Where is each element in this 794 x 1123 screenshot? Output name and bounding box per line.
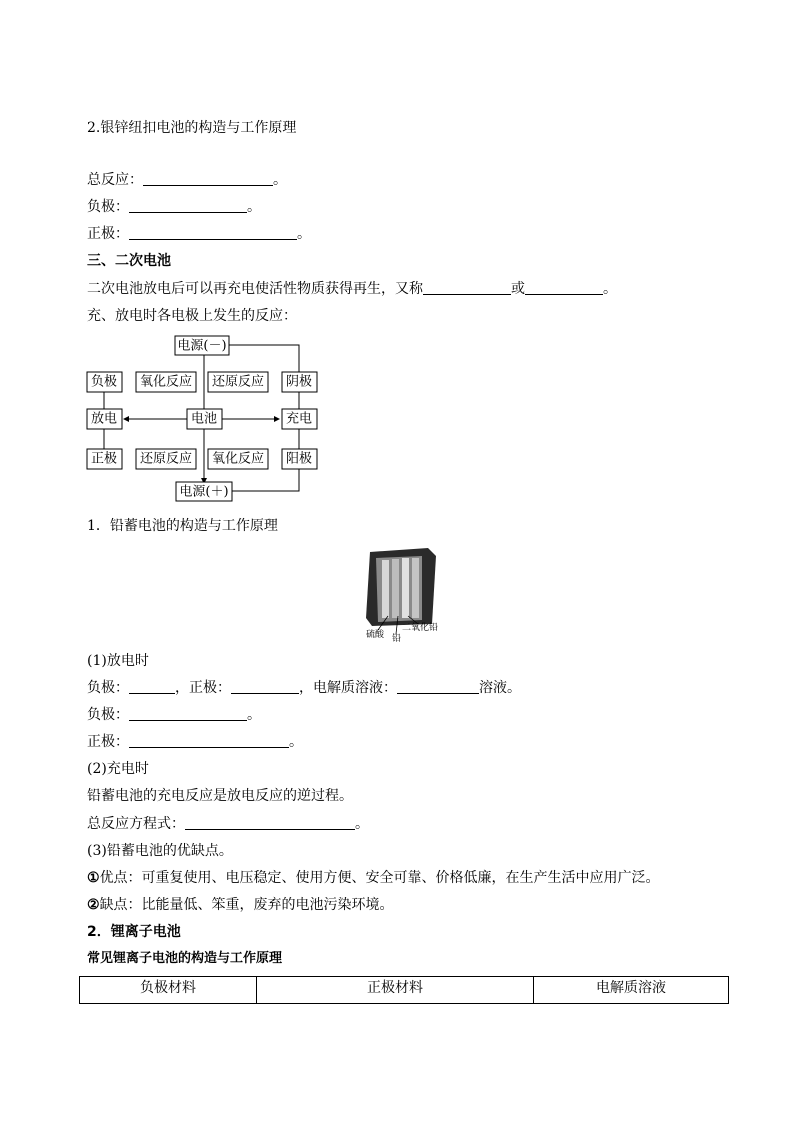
oxidation-right-label: 氧化反应 (211, 451, 265, 467)
pros-text: 优点：可重复使用、电压稳定、使用方便、安全可靠、价格低廉，在生产生活中应用广泛。 (99, 870, 660, 886)
electrode-reactions-line: 充、放电时各电极上发生的反应： (87, 308, 297, 324)
cathode-label: 阴极 (285, 374, 313, 390)
pos-electrode-label: 正极 (90, 451, 118, 467)
discharge-positive-eq (87, 733, 303, 751)
lithium-subtitle: 常见锂离子电池的构造与工作原理 (87, 951, 283, 966)
table-header-row (80, 977, 729, 1004)
neg-eq-blank[interactable] (129, 706, 247, 721)
header-negative-material: 负极材料 (80, 977, 257, 1004)
silver-negative-electrode (87, 198, 261, 216)
source-neg-label: 电源(－) (177, 338, 227, 354)
discharge-components (87, 679, 521, 697)
plate-2 (392, 559, 399, 618)
header-positive-material: 正极材料 (257, 977, 534, 1004)
total-equation (87, 815, 369, 833)
label-lead: 铅 (392, 634, 402, 642)
label-sulfuric-acid: 硫酸 (366, 630, 385, 640)
lead-battery-title: 1．铅蓄电池的构造与工作原理 (87, 518, 278, 534)
secondary-battery-heading: 三、二次电池 (87, 253, 171, 269)
silver-total-reaction (87, 171, 287, 189)
silver-positive-electrode (87, 225, 311, 243)
charge-label: 充电 (285, 411, 313, 427)
line-source-neg-to-cathode (229, 345, 299, 372)
header-electrolyte: 电解质溶液 (534, 977, 729, 1004)
line-anode-to-source-pos (232, 468, 299, 491)
neg-label: 负极： (87, 707, 129, 723)
silver-neg-blank[interactable] (129, 198, 247, 213)
label-lead-dioxide: 二氧化铅 (402, 623, 439, 633)
neg-material-blank[interactable] (129, 679, 175, 694)
charge-description: 铅蓄电池的充电反应是放电反应的逆过程。 (87, 788, 353, 804)
cons-marker: ② (87, 897, 100, 913)
plate-4 (412, 558, 419, 618)
lithium-title: 2．锂离子电池 (87, 924, 181, 940)
silver-pos-blank[interactable] (129, 225, 297, 240)
alias-blank-2[interactable] (525, 280, 603, 295)
period: 。 (247, 199, 261, 215)
cons-line (87, 896, 394, 914)
neg-label: 负极： (87, 680, 129, 696)
pros-marker: ① (87, 870, 100, 886)
reduction-right-label: 还原反应 (211, 374, 265, 390)
silver-zinc-title: 2.银锌纽扣电池的构造与工作原理 (87, 120, 297, 136)
oxidation-left-label: 氧化反应 (139, 374, 193, 390)
alias-blank-1[interactable] (423, 280, 511, 295)
period: 。 (603, 281, 617, 297)
pos-eq-blank[interactable] (129, 733, 289, 748)
silver-total-label: 总反应： (87, 172, 143, 188)
discharge-negative-eq (87, 706, 261, 724)
discharge-title: (1)放电时 (87, 653, 149, 669)
secondary-battery-intro (87, 280, 617, 298)
total-eq-blank[interactable] (185, 815, 355, 830)
electrolyte-label: ，电解质溶液： (299, 680, 397, 696)
intro-text: 二次电池放电后可以再充电使活性物质获得再生，又称 (87, 281, 423, 297)
solution-text: 溶液。 (479, 680, 521, 696)
discharge-label: 放电 (90, 411, 118, 427)
pos-label: ，正极： (175, 680, 231, 696)
charge-title: (2)充电时 (87, 761, 149, 777)
silver-neg-label: 负极： (87, 199, 129, 215)
intro-or: 或 (511, 281, 525, 297)
cons-text: 缺点：比能量低、笨重，废弃的电池污染环境。 (99, 897, 394, 913)
anode-label: 阳极 (285, 451, 313, 467)
charge-discharge-diagram (86, 335, 326, 505)
reduction-left-label: 还原反应 (139, 451, 193, 467)
pos-material-blank[interactable] (231, 679, 299, 694)
pros-cons-title: (3)铅蓄电池的优缺点。 (87, 843, 233, 859)
pros-line (87, 869, 660, 887)
period: 。 (297, 226, 311, 242)
pos-label: 正极： (87, 734, 129, 750)
silver-pos-label: 正极： (87, 226, 129, 242)
plate-1 (382, 560, 389, 618)
electrolyte-blank[interactable] (397, 679, 479, 694)
period: 。 (289, 734, 303, 750)
source-pos-label: 电源(＋) (179, 484, 229, 500)
neg-electrode-label: 负极 (90, 374, 118, 390)
lead-acid-battery-illustration (358, 546, 444, 642)
lithium-table (79, 976, 729, 1004)
period: 。 (273, 172, 287, 188)
period: 。 (355, 816, 369, 832)
battery-label: 电池 (190, 411, 218, 427)
silver-total-blank[interactable] (143, 171, 273, 186)
plate-3 (402, 558, 409, 618)
total-eq-label: 总反应方程式： (87, 816, 185, 832)
period: 。 (247, 707, 261, 723)
